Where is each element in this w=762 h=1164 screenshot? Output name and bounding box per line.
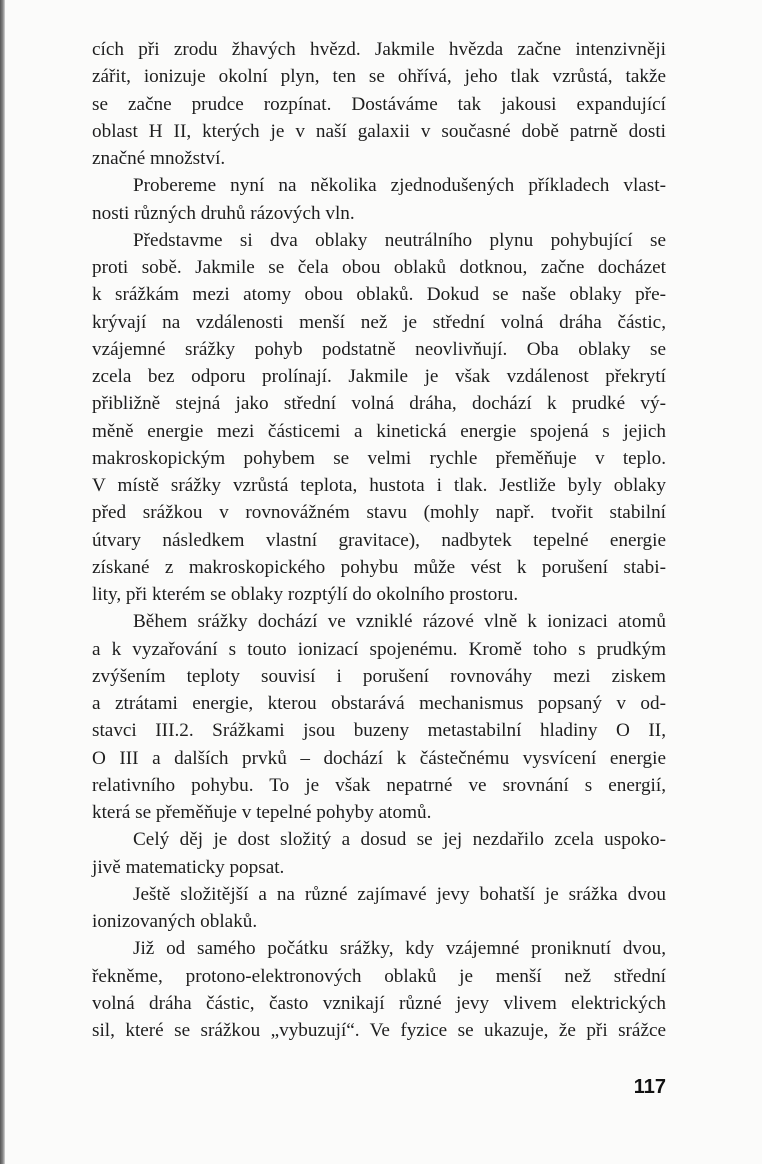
text-line: zvýšením teploty souvisí i porušení rovnováhy mezi ziskem [92,665,666,687]
text-line: Ještě složitější a na různé zajímavé jevy bohatší je srážka dvou [133,883,666,905]
text-line: značné množství. [92,148,226,169]
scan-spine-shadow [0,0,5,1164]
text-line: nosti různých druhů rázových vln. [92,202,355,224]
text-line: oblast H II, kterých je v naší galaxii v současné době patrně dosti [92,120,666,142]
text-line: ionizovaných oblaků. [92,911,258,932]
paragraph [92,826,666,881]
text-line: sil, které se srážkou „vybuzují“. Ve fyzice se ukazuje, že při srážce [92,1020,666,1041]
text-line: V místě srážky vzrůstá teplota, hustota i tlak. Jestliže byly oblaky [92,475,666,496]
text-line: krývají na vzdálenosti menší než je střední volná dráha částic, [92,311,666,333]
text-line: Celý děj je dost složitý a dosud se jej nezdařilo zcela uspoko- [133,829,666,851]
paragraph [92,36,666,172]
page-number: 117 [633,1076,666,1098]
text-line: k srážkám mezi atomy obou oblaků. Dokud se naše oblaky pře- [92,284,666,306]
text-line: cích při zrodu žhavých hvězd. Jakmile hvězda začne intenzivněji [92,39,666,60]
text-line: přibližně stejná jako střední volná dráha, dochází k prudké vý- [92,393,666,415]
paragraph [92,172,666,227]
text-line: zcela bez odporu prolínají. Jakmile je však vzdálenost překrytí [92,366,666,387]
text-line: Představme si dva oblaky neutrálního plynu pohybující se [133,229,666,251]
text-line: jivě matematicky popsat. [92,856,285,878]
text-line: Probereme nyní na několika zjednodušených příkladech vlast- [133,175,666,197]
text-line: O III a dalších prvků – dochází k částečnému vysvícení energie [92,747,666,769]
text-line: makroskopickým pohybem se velmi rychle přeměňuje v teplo. [92,447,666,469]
body-text [92,36,666,1044]
paragraph [92,935,666,1044]
text-line: zářit, ionizuje okolní plyn, ten se ohřívá, jeho tlak vzrůstá, takže [92,66,666,88]
text-line: vzájemné srážky pohyb podstatně neovlivňují. Oba oblaky se [92,338,666,360]
text-line: stavci III.2. Srážkami jsou buzeny metastabilní hladiny O II, [92,720,666,742]
text-line: řekněme, protono-elektronových oblaků je menší než střední [92,965,666,987]
text-line: útvary následkem vlastní gravitace), nadbytek tepelné energie [92,529,666,551]
text-line: Již od samého počátku srážky, kdy vzájemné proniknutí dvou, [133,938,666,960]
text-line: měně energie mezi částicemi a kinetická energie spojená s jejich [92,420,666,442]
text-line: se začne prudce rozpínat. Dostáváme tak jakousi expandující [92,93,666,115]
text-line: která se přeměňuje v tepelné pohyby atomů. [92,802,432,823]
text-line: Během srážky dochází ve vzniklé rázové vlně k ionizaci atomů [133,611,666,633]
paragraph [92,881,666,936]
text-line: relativního pohybu. To je však nepatrné ve srovnání s energií, [92,774,666,796]
paragraph [92,608,666,826]
text-line: volná dráha částic, často vznikají různé jevy vlivem elektrických [92,992,666,1014]
text-line: před srážkou v rovnovážném stavu (mohly např. tvořit stabilní [92,502,666,524]
text-line: a k vyzařování s touto ionizací spojenému. Kromě toho s prudkým [92,638,666,660]
paragraph [92,227,666,609]
text-line: získané z makroskopického pohybu může vést k porušení stabi- [92,556,666,578]
text-line: a ztrátami energie, kterou obstarává mechanismus popsaný v od- [92,693,666,714]
text-line: lity, při kterém se oblaky rozptýlí do okolního prostoru. [92,584,519,605]
text-line: proti sobě. Jakmile se čela obou oblaků dotknou, začne docházet [92,257,666,278]
